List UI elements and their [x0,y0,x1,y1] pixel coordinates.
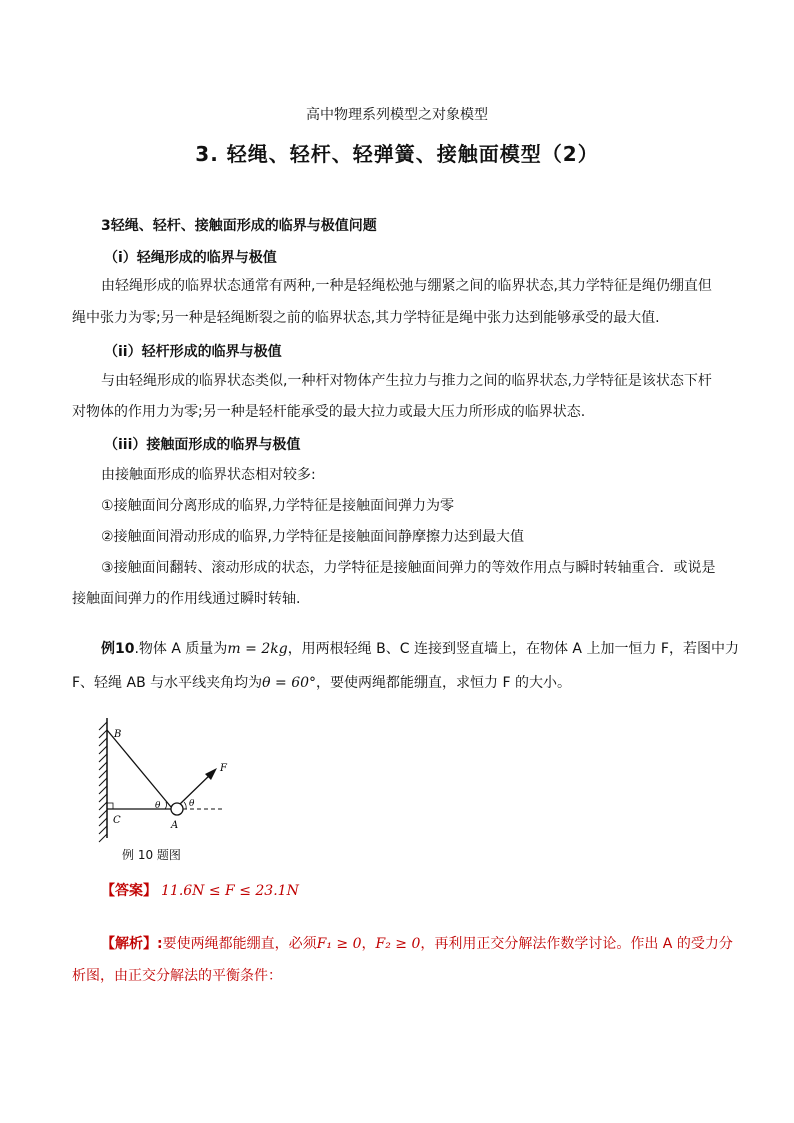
right-angle-mark [107,803,113,809]
angle-arc-right [184,802,186,809]
section-heading: 3轻绳、轻杆、接触面形成的临界与极值问题 [101,218,377,234]
subheading-surface: （iii）接触面形成的临界与极值 [104,437,301,453]
rod-paragraph-line2: 对物体的作用力为零;另一种是轻杆能承受的最大拉力或最大压力所形成的临界状态. [72,404,586,420]
rope-paragraph-line2: 绳中张力为零;另一种是轻绳断裂之前的临界状态,其力学特征是绳中张力达到能够承受的最大值. [72,310,660,326]
surface-item-1: ①接触面间分离形成的临界,力学特征是接触面间弹力为零 [101,498,454,514]
subheading-rod: （ii）轻杆形成的临界与极值 [104,344,282,360]
mass-formula: m = 2kg [227,641,288,657]
example-line1 [101,638,739,658]
label-theta-left: θ [155,801,161,811]
f1-condition: F₁ ≥ 0 [316,936,362,952]
example-text-2b: ，要使两绳都能绷直，求恒力 F 的大小。 [316,675,571,691]
label-theta-right: θ [189,799,195,809]
answer-label: 【答案】 [101,883,157,899]
analysis-text-1a: 要使两绳都能绷直，必须 [162,936,317,952]
wall [99,718,107,842]
answer-value: 11.6N ≤ F ≤ 23.1N [161,883,299,899]
angle-formula: θ = 60° [262,675,317,691]
example-figure [95,716,245,846]
subheading-rope: （i）轻绳形成的临界与极值 [104,250,277,266]
example-text-2a: F、轻绳 AB 与水平线夹角均为 [72,675,263,691]
figure-caption: 例 10 题图 [122,848,181,862]
example-text-1a: .物体 A 质量为 [134,641,228,657]
analysis-text-1b: ，再利用正交分解法作数学讨论。作出 A 的受力分 [420,936,733,952]
example-line2 [72,671,740,695]
analysis-line1 [101,932,751,956]
series-title: 高中物理系列模型之对象模型 [306,107,488,123]
f2-condition: F₂ ≥ 0 [375,936,421,952]
label-a: A [171,820,179,831]
example-text-1b: ，用两根轻绳 B、C 连接到竖直墙上，在物体 A 上加一恒力 F，若图中力 [287,641,739,657]
surface-item-2: ②接触面间滑动形成的临界,力学特征是接触面间静摩擦力达到最大值 [101,529,524,545]
analysis-line2: 析图，由正交分解法的平衡条件： [72,968,282,984]
label-c: C [113,815,121,826]
rod-paragraph-line1: 与由轻绳形成的临界状态类似,一种杆对物体产生拉力与推力之间的临界状态,力学特征是该状态下杆 [101,373,712,389]
answer-line [101,880,299,900]
example-label: 例10 [101,641,135,657]
surface-item-3-line1: ③接触面间翻转、滚动形成的状态，力学特征是接触面间弹力的等效作用点与瞬时转轴重合．或说是 [101,560,716,576]
surface-item-3-line2: 接触面间弹力的作用线通过瞬时转轴. [72,591,301,607]
label-b: B [114,729,122,740]
object-a [171,803,183,815]
analysis-label: 【解析】: [101,936,163,952]
rope-ab [107,730,171,807]
label-f: F [220,763,227,774]
analysis-sep: ， [361,936,376,952]
page-title: 3. 轻绳、轻杆、轻弹簧、接触面模型（2） [195,142,599,166]
surface-intro: 由接触面形成的临界状态相对较多: [101,467,316,483]
rope-paragraph-line1: 由轻绳形成的临界状态通常有两种,一种是轻绳松弛与绷紧之间的临界状态,其力学特征是绳仍绷直但 [101,278,712,294]
angle-arc-left [165,802,167,809]
